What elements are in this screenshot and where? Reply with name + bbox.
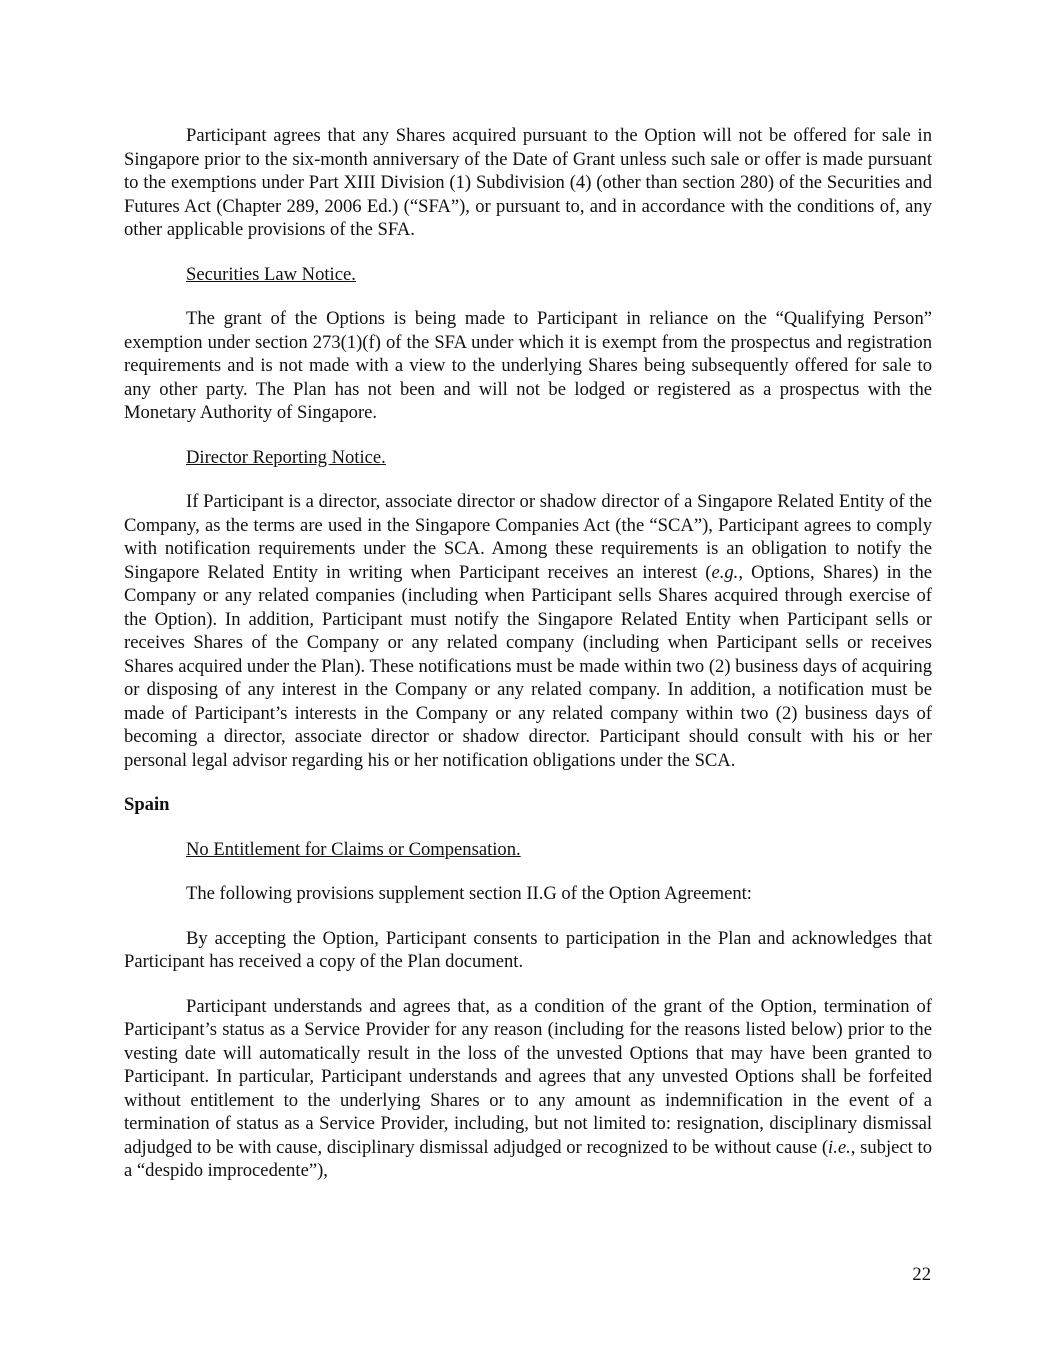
heading-text: No Entitlement for Claims or Compensation	[186, 838, 516, 860]
paragraph-qualifying-person: The grant of the Options is being made to Participant in reliance on the “Qualifying Person” exemption under section 273(1)(f) of the SFA under which it is exempt from the prospectus and registration requirements and is not made with a view to the underlying Shares being subsequently offered for sale to any other party. The Plan has not been and will not be lodged or registered as a prospectus with the Monetary Authority of Singapore.	[124, 308, 932, 423]
paragraph-provisions-supplement: The following provisions supplement section II.G of the Option Agreement:	[186, 883, 752, 904]
heading-text: Director Reporting Notice	[186, 446, 382, 468]
paragraph-termination	[124, 995, 932, 1183]
heading-period: .	[516, 838, 521, 860]
italic-ie: i.e.	[828, 1136, 851, 1158]
heading-director-reporting-notice	[186, 446, 932, 470]
text-run: , Options, Shares) in the Company or any related companies (including when Participant sells Shares acquired through exercise of the Option). In addition, Participant must notify the Singapore Related Entity when Participant sells or receives Shares of the Company or any related company (including when Participant sells or receives Shares acquired under the Plan). These notifications must be made within two (2) business days of acquiring or disposing of any interest in the Company or any related company. In addition, a notification must be made of Participant’s interests in the Company or any related company within two (2) business days of becoming a director, associate director or shadow director. Participant should consult with his or her personal legal advisor regarding his or her notification obligations under the SCA.	[124, 561, 933, 771]
heading-no-entitlement	[186, 838, 932, 862]
paragraph-director-notification	[124, 490, 932, 772]
text-run: , subject to a “despido improcedente”),	[124, 1136, 933, 1181]
text-run: Participant understands and agrees that, as a condition of the grant of the Option, termination of Participant’s status as a Service Provider for any reason (including for the reasons listed below) prior to the vesting date will automatically result in the loss of the unvested Options that may have been granted to Participant. In particular, Participant understands and agrees that any unvested Options shall be forfeited without entitlement to the underlying Shares or to any amount as indemnification in the event of a termination of status as a Service Provider, including, but not limited to: resignation, disciplinary dismissal adjudged to be with cause, disciplinary dismissal adjudged or recognized to be without cause (	[124, 995, 932, 1158]
heading-period: .	[381, 446, 386, 468]
text-run: If Participant is a director, associate director or shadow director of a Singapore Related Entity of the Company, as the terms are used in the Singapore Companies Act (the “SCA”), Participant agrees to comply with notification requirements under the SCA. Among these requirements is an obligation to notify the Singapore Related Entity in writing when Participant receives an interest (	[124, 491, 932, 583]
heading-period: .	[351, 263, 356, 285]
paragraph-share-resale: Participant agrees that any Shares acquired pursuant to the Option will not be offered for sale in Singapore prior to the six-month anniversary of the Date of Grant unless such sale or offer is made pursuant to the exemptions under Part XIII Division (1) Subdivision (4) (other than section 280) of the Securities and Futures Act (Chapter 289, 2006 Ed.) (“SFA”), or pursuant to, and in accordance with the conditions of, any other applicable provisions of the SFA.	[124, 125, 932, 240]
page-number: 22	[912, 1264, 931, 1285]
document-page	[124, 124, 932, 1183]
italic-eg: e.g.	[711, 561, 739, 583]
heading-text: Securities Law Notice	[186, 263, 352, 285]
paragraph-consent: By accepting the Option, Participant consents to participation in the Plan and acknowledges that Participant has received a copy of the Plan document.	[124, 927, 932, 972]
heading-securities-law-notice	[186, 263, 932, 287]
section-heading-spain: Spain	[124, 794, 170, 815]
